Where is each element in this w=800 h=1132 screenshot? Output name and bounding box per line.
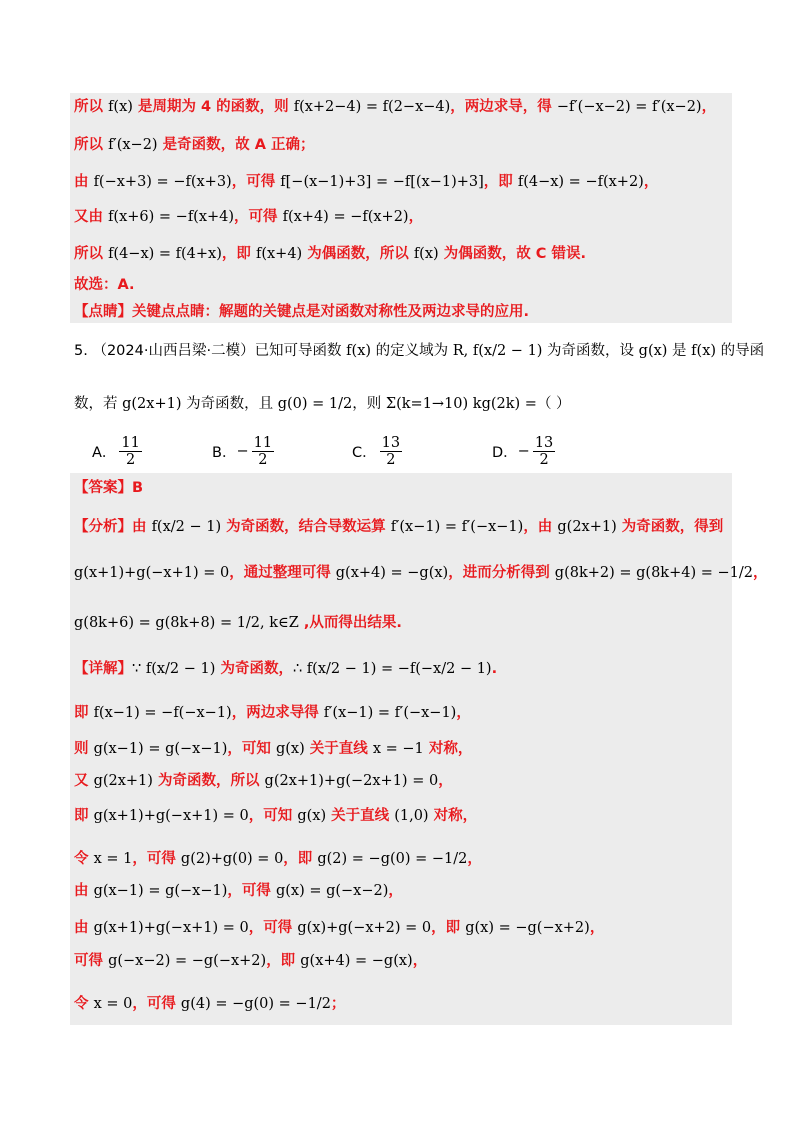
math-expression: g(2x+1) <box>557 519 617 535</box>
text-segment: ，可得 <box>227 883 276 899</box>
text-segment: 由 <box>74 920 94 936</box>
text-segment: ，由 <box>523 519 558 535</box>
text-segment: ， <box>467 851 482 867</box>
math-expression: g(x+1)+g(−x+1) = 0 <box>93 920 249 936</box>
math-expression: f(4−x) = f(4+x) <box>108 246 222 262</box>
text-segment: 是周期为 4 的函数，则 <box>132 99 294 115</box>
text-segment: ； <box>330 996 346 1012</box>
math-expression: f(x+2−4) = f(2−x−4) <box>293 99 451 115</box>
text-segment: ，可得 <box>132 851 181 867</box>
math-expression: ∵ f(x/2 − 1) <box>132 661 216 677</box>
text-segment: 由 <box>74 174 94 190</box>
option-label: C． <box>352 445 377 461</box>
text-segment: . <box>491 661 498 677</box>
fraction-denominator: 2 <box>539 452 549 468</box>
text-segment: ，两边求导，得 <box>450 99 557 115</box>
option-fraction <box>252 435 274 468</box>
math-expression: g(x) <box>297 808 327 824</box>
text-segment: ，通过整理可得 <box>229 565 336 581</box>
math-expression: g(0) = 1/2 <box>277 396 353 412</box>
text-segment: 为偶函数，所以 <box>302 246 414 262</box>
math-expression: g(2x+1) <box>122 396 182 412</box>
solution-line <box>74 96 716 118</box>
math-expression: x = 0 <box>93 996 133 1012</box>
math-expression: g(x) <box>275 741 305 757</box>
text-segment: 则 <box>74 741 94 757</box>
math-expression: x = 1 <box>93 851 133 867</box>
text-segment: ，进而分析得到 <box>448 565 555 581</box>
text-segment: 的导函 <box>716 343 765 359</box>
text-segment: 为偶函数，故 C 错误. <box>438 246 586 262</box>
text-segment: 【点睛】关键点点睛：解题的关键点是对函数对称性及两边求导的应用. <box>74 304 530 320</box>
option-fraction <box>380 435 402 468</box>
text-segment: 又 <box>74 773 94 789</box>
text-segment: 所以 <box>74 137 109 153</box>
text-segment: ，可得 <box>248 920 298 936</box>
math-expression: g(2) = −g(0) = −1/2 <box>317 851 468 867</box>
math-expression: f(x+4) <box>255 246 303 262</box>
text-segment: 所以 <box>74 246 109 262</box>
text-segment: 的定义域为 <box>371 343 453 359</box>
text-segment: 即 <box>74 705 94 721</box>
option-fraction <box>119 435 141 468</box>
solution-line <box>74 243 586 265</box>
text-segment: ，则 <box>352 396 386 412</box>
text-segment: 是 <box>667 343 692 359</box>
math-expression: g(x)+g(−x+2) = 0 <box>297 920 432 936</box>
text-segment: ，即 <box>483 174 518 190</box>
text-segment: 5. （2024·山西吕梁·二模）已知可导函数 <box>74 343 347 359</box>
math-expression: f(x) <box>346 343 372 359</box>
math-expression: f(x−1) = −f(−x−1) <box>93 705 232 721</box>
text-segment: ,从而得出结果. <box>298 615 402 631</box>
text-segment: ，可知 <box>227 741 276 757</box>
text-segment: 为奇函数，设 <box>542 343 639 359</box>
math-expression: f(x/2 − 1) <box>151 519 222 535</box>
fraction-numerator: 13 <box>381 435 401 451</box>
math-expression: g(−x−2) = −g(−x+2) <box>108 953 267 969</box>
fraction-numerator: 13 <box>534 435 554 451</box>
math-expression: g(x−1) = g(−x−1) <box>93 741 228 757</box>
math-expression: Σ(k=1→10) kg(2k) = <box>385 396 537 412</box>
math-expression: f[−(x−1)+3] = −f[(x−1)+3] <box>280 174 484 190</box>
math-expression: x = −1 <box>372 741 424 757</box>
answer-line <box>74 917 604 939</box>
math-expression: f(x) <box>108 99 133 115</box>
text-segment: 令 <box>74 996 94 1012</box>
option-fraction <box>533 435 555 468</box>
solution-line <box>74 134 314 156</box>
text-segment: ， <box>701 99 717 115</box>
text-segment: 【分析】由 <box>74 519 152 535</box>
answer-line <box>74 848 482 870</box>
text-segment: ， <box>456 705 471 721</box>
solution-line <box>74 206 423 228</box>
option-label: A． <box>92 445 117 461</box>
math-expression: f(x+4) = −f(x+2) <box>282 209 409 225</box>
option-label: B． <box>212 445 237 461</box>
text-segment: 令 <box>74 851 94 867</box>
answer-line <box>74 950 427 972</box>
text-segment: ，两边求导得 <box>231 705 324 721</box>
math-expression: g(2)+g(0) = 0 <box>180 851 284 867</box>
text-segment: ，即 <box>221 246 256 262</box>
text-segment: （ ） <box>536 396 571 412</box>
text-segment: ， <box>752 565 768 581</box>
fraction-denominator: 2 <box>126 452 136 468</box>
text-segment: ， <box>388 883 403 899</box>
text-segment: 为奇函数，所以 <box>152 773 265 789</box>
math-expression: f(x) <box>691 343 717 359</box>
text-segment: 关于直线 <box>304 741 373 757</box>
question-line-1 <box>74 340 764 362</box>
text-segment: 【答案】B <box>74 480 144 496</box>
math-expression: f′(x−2) <box>108 137 158 153</box>
math-expression: R, f(x/2 − 1) <box>452 343 543 359</box>
answer-line <box>74 477 143 499</box>
text-segment: ，可得 <box>132 996 181 1012</box>
answer-line <box>74 880 403 902</box>
answer-line <box>74 702 471 724</box>
math-expression: g(x) = −g(−x+2) <box>465 920 590 936</box>
math-expression: g(x+1)+g(−x+1) = 0 <box>93 808 249 824</box>
text-segment: ，可得 <box>234 209 283 225</box>
text-segment: ， <box>643 174 659 190</box>
math-expression: g(8k+2) = g(8k+4) = −1/2 <box>554 565 753 581</box>
answer-line <box>74 658 497 680</box>
text-segment: ， <box>589 920 605 936</box>
option-c <box>352 435 402 468</box>
text-segment: 又由 <box>74 209 109 225</box>
text-segment: ， <box>408 209 424 225</box>
math-expression: f(−x+3) = −f(x+3) <box>93 174 232 190</box>
text-segment: ， <box>438 773 453 789</box>
math-expression: g(8k+6) = g(8k+8) = 1/2, k∈Z <box>74 615 299 631</box>
option-d <box>492 435 555 468</box>
text-segment: 所以 <box>74 99 109 115</box>
answer-line <box>74 612 402 634</box>
option-a <box>92 435 142 468</box>
text-segment: 对称， <box>428 808 478 824</box>
math-expression: f′(x−1) = f′(−x−1) <box>390 519 524 535</box>
text-segment: 【详解】 <box>74 661 132 677</box>
text-segment: ，即 <box>431 920 466 936</box>
math-expression: g(2x+1) <box>93 773 153 789</box>
text-segment: 为奇函数， <box>215 661 293 677</box>
answer-line <box>74 562 767 584</box>
math-expression: g(x+4) = −g(x) <box>335 565 449 581</box>
option-label: D． <box>492 445 518 461</box>
answer-line <box>74 738 472 760</box>
text-segment: 对称， <box>423 741 473 757</box>
math-expression: (1,0) <box>394 808 429 824</box>
text-segment: 可得 <box>74 953 109 969</box>
text-segment: 为奇函数，得到 <box>616 519 724 535</box>
math-expression: g(x+4) = −g(x) <box>300 953 413 969</box>
answer-line <box>74 805 477 827</box>
text-segment: ，即 <box>266 953 301 969</box>
text-segment: 由 <box>74 883 94 899</box>
text-segment: 故选：A. <box>74 277 135 293</box>
solution-line <box>74 171 658 193</box>
math-expression: g(x) <box>638 343 668 359</box>
math-expression: ∴ f(x/2 − 1) = −f(−x/2 − 1) <box>292 661 492 677</box>
text-segment: ， <box>412 953 428 969</box>
fraction-denominator: 2 <box>258 452 268 468</box>
answer-line <box>74 516 723 538</box>
option-sign: − <box>517 443 530 460</box>
answer-line <box>74 993 345 1015</box>
text-segment: ，可得 <box>231 174 281 190</box>
math-expression: g(4) = −g(0) = −1/2 <box>180 996 331 1012</box>
math-expression: f(x) <box>413 246 439 262</box>
text-segment: 即 <box>74 808 94 824</box>
math-expression: g(x−1) = g(−x−1) <box>93 883 228 899</box>
question-line-2 <box>74 393 571 415</box>
math-expression: g(2x+1)+g(−2x+1) = 0 <box>264 773 439 789</box>
option-b <box>212 435 274 468</box>
solution-line <box>74 301 529 323</box>
math-expression: f′(x−1) = f′(−x−1) <box>323 705 457 721</box>
math-expression: g(x) = g(−x−2) <box>275 883 389 899</box>
answer-line <box>74 770 453 792</box>
math-expression: f(x+6) = −f(x+4) <box>108 209 235 225</box>
fraction-denominator: 2 <box>386 452 396 468</box>
math-expression: −f′(−x−2) = f′(x−2) <box>556 99 702 115</box>
text-segment: 关于直线 <box>326 808 395 824</box>
text-segment: ，可知 <box>248 808 298 824</box>
math-expression: f(4−x) = −f(x+2) <box>517 174 644 190</box>
text-segment: 为奇函数，且 <box>181 396 278 412</box>
option-sign: − <box>236 443 249 460</box>
fraction-numerator: 11 <box>121 435 140 451</box>
text-segment: ，即 <box>283 851 318 867</box>
solution-line <box>74 274 135 296</box>
math-expression: g(x+1)+g(−x+1) = 0 <box>74 565 230 581</box>
fraction-numerator: 11 <box>253 435 273 451</box>
text-segment: 数，若 <box>74 396 123 412</box>
text-segment: 为奇函数，结合导数运算 <box>221 519 391 535</box>
text-segment: 是奇函数，故 A 正确； <box>157 137 315 153</box>
